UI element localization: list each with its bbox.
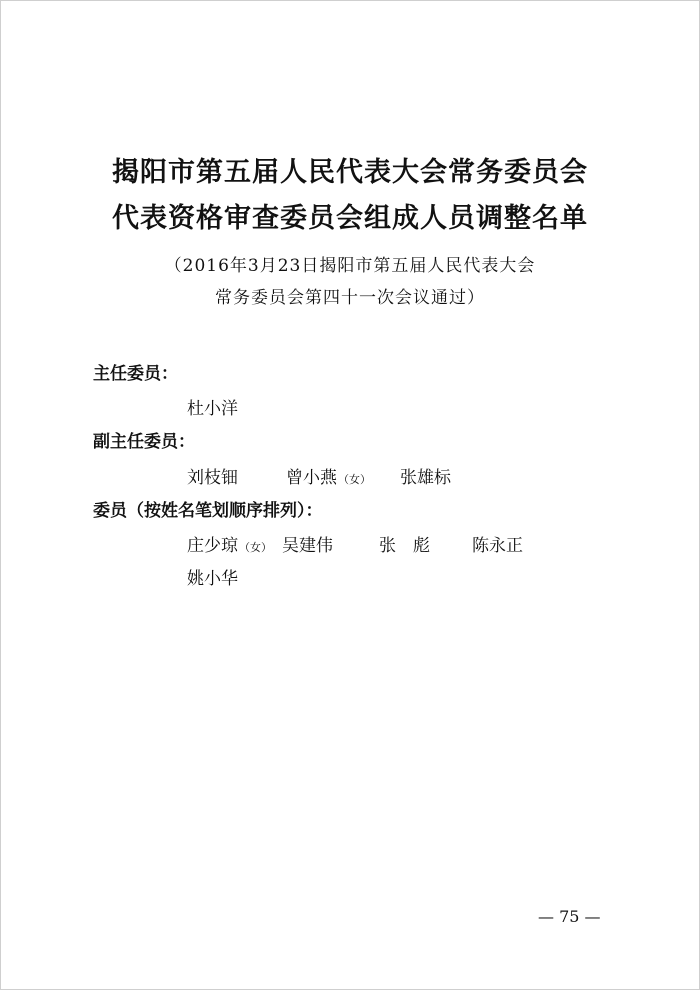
deputy-director-name-2-text: 曾小燕 [286,468,337,488]
deputy-director-label: 副主任委员： [93,432,195,452]
deputy-director-name-1: 刘枝钿 [187,468,238,488]
deputy-director-name-2 [286,470,371,487]
director-label: 主任委员： [93,364,178,384]
female-note: （女） [338,473,371,486]
page-number: — 75 — [538,907,601,926]
member-name-4: 陈永正 [472,536,523,556]
female-note: （女） [239,541,272,554]
document-subtitle-line-2: 常务委员会第四十一次会议通过） [215,288,485,308]
document-title-line-2: 代表资格审查委员会组成人员调整名单 [112,203,588,234]
member-name-5: 姚小华 [187,569,238,589]
document-subtitle-line-1: （2016年3月23日揭阳市第五届人民代表大会 [164,256,536,276]
document-title-line-1: 揭阳市第五届人民代表大会常务委员会 [112,157,588,188]
member-name-1-text: 庄少琼 [187,536,238,556]
director-name: 杜小洋 [187,399,238,419]
member-name-1 [187,538,272,555]
member-name-3: 张 彪 [379,536,430,556]
member-name-2: 吴建伟 [282,536,333,556]
members-label: 委员（按姓名笔划顺序排列）： [93,501,323,521]
deputy-director-name-3: 张雄标 [400,468,451,488]
